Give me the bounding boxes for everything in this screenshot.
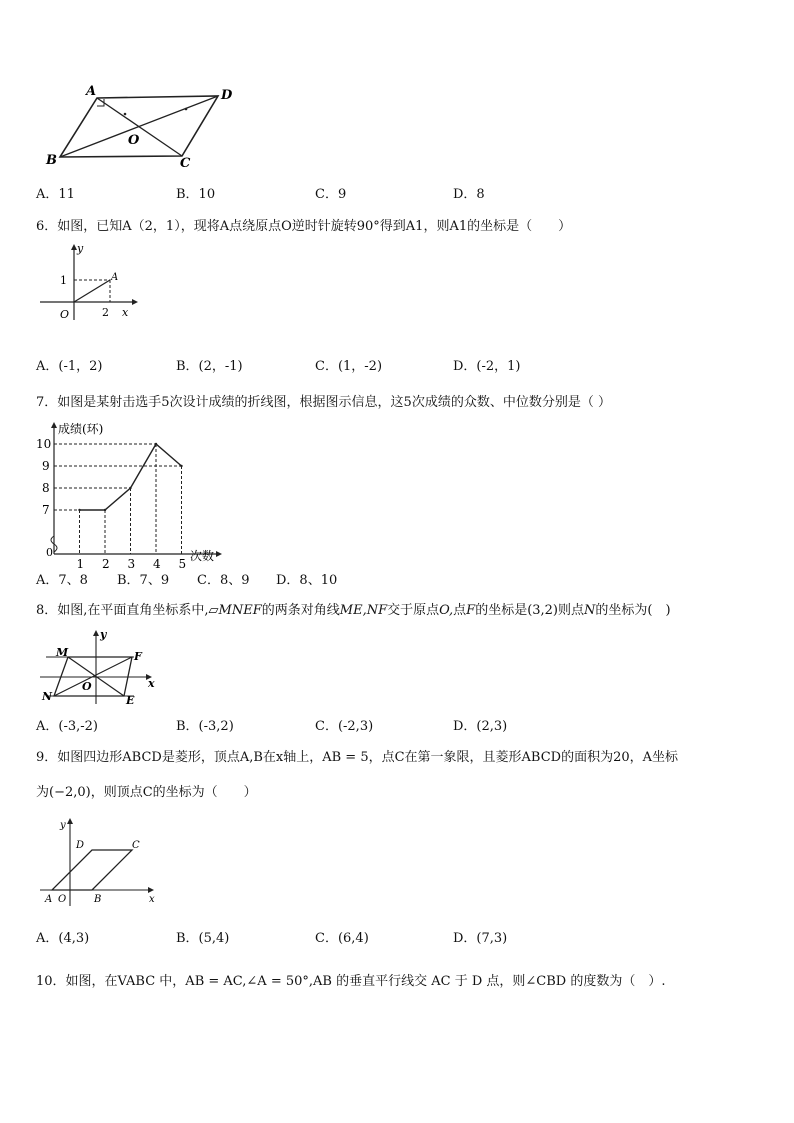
q7-line-chart — [30, 418, 230, 568]
q9-option-a[interactable]: A．(4,3) — [36, 931, 90, 946]
q6-option-b[interactable]: B．(2，-1) — [176, 359, 243, 374]
q8-stem-diag: ME,NF — [339, 603, 388, 618]
q7-option-b[interactable]: B．7、9 — [117, 573, 170, 588]
x-axis-label: 次数 — [190, 549, 215, 563]
tick-dot — [124, 113, 127, 116]
x-tick-label: 2 — [102, 557, 110, 568]
q8-stem-shape: ▱MNEF — [208, 603, 262, 618]
q8-stem-end: 的坐标为( ) — [595, 603, 671, 618]
q6-option-c[interactable]: C．(1，-2) — [315, 359, 383, 374]
label-c: C — [180, 156, 191, 170]
label-y: y — [100, 628, 107, 641]
x-tick-label: 5 — [178, 557, 187, 568]
label-o: O — [58, 894, 67, 905]
q8-option-c[interactable]: C．(-2,3) — [315, 719, 374, 734]
y-axis-arrow-icon — [51, 422, 57, 428]
q9-rhombus-figure — [36, 814, 166, 912]
label-o: O — [128, 133, 140, 148]
q8-stem-mid2: 交于原点 — [387, 603, 440, 618]
q8-stem-f: F — [466, 603, 476, 618]
segment-oa — [74, 280, 110, 302]
label-x: x — [122, 306, 129, 319]
label-a: A — [111, 272, 119, 283]
label-d: D — [76, 840, 85, 851]
label-e: E — [126, 694, 135, 707]
label-a: A — [86, 84, 97, 99]
q5-option-b[interactable]: B．10 — [176, 187, 216, 202]
q8-option-d[interactable]: D．(2,3) — [453, 719, 508, 734]
y-tick-label: 8 — [42, 481, 50, 495]
label-d: D — [221, 88, 233, 103]
label-c: C — [132, 840, 140, 851]
q6-stem: 6．如图，已知A（2，1），现将A点绕原点O逆时针旋转90°得到A1，则A1的坐标是（ ） — [36, 219, 572, 234]
q6-option-a[interactable]: A．(-1，2) — [36, 359, 103, 374]
y-tick-label: 10 — [36, 437, 52, 451]
label-y: y — [60, 820, 66, 831]
q8-stem-mid4: 的坐标是(3,2)则点 — [475, 603, 585, 618]
label-b: B — [94, 894, 102, 905]
q9-stem-line2: 为(−2,0)，则顶点C的坐标为（ ） — [36, 785, 257, 800]
rhombus-abcd — [52, 850, 132, 890]
x-axis-arrow-icon — [148, 887, 154, 893]
q5-option-c[interactable]: C．9 — [315, 187, 347, 202]
q9-option-b[interactable]: B．(5,4) — [176, 931, 230, 946]
q8-option-a[interactable]: A．(-3,-2) — [36, 719, 98, 734]
label-x: x — [148, 677, 155, 690]
x-tick-label: 1 — [76, 557, 85, 568]
label-o: O — [82, 680, 92, 693]
q8-stem-o: O, — [439, 603, 454, 618]
x-tick-label: 3 — [127, 557, 136, 568]
tick-1: 1 — [60, 274, 67, 287]
q8-stem-mid3: 点 — [453, 603, 467, 618]
q8-stem-pre: 8．如图,在平面直角坐标系中, — [36, 603, 209, 618]
label-b: B — [46, 153, 57, 168]
q8-stem — [36, 602, 671, 620]
q7-option-a[interactable]: A．7、8 — [36, 573, 88, 588]
label-m: M — [56, 646, 69, 659]
q5-option-a[interactable]: A．11 — [36, 187, 75, 202]
q7-stem: 7．如图是某射击选手5次设计成绩的折线图，根据图示信息，这5次成绩的众数、中位数分别是（ ） — [36, 395, 611, 410]
q7-option-c[interactable]: C．8、9 — [197, 573, 250, 588]
tick-dot — [185, 108, 188, 111]
origin-label: 0 — [46, 546, 53, 559]
q8-option-b[interactable]: B．(-3,2) — [176, 719, 234, 734]
y-tick-label: 9 — [42, 459, 50, 473]
q5-parallelogram-figure — [40, 78, 250, 170]
x-tick-label: 4 — [153, 557, 161, 568]
tick-2: 2 — [102, 306, 109, 319]
x-axis-arrow-icon — [132, 299, 138, 305]
label-x: x — [149, 894, 155, 905]
q8-parallelogram-figure — [36, 628, 166, 708]
y-axis-arrow-icon — [67, 818, 73, 824]
y-axis-arrow-icon — [93, 630, 99, 636]
label-n: N — [42, 690, 53, 703]
q10-stem: 10．如图，在VABC 中，AB = AC,∠A = 50°,AB 的垂直平行线交 AC 于 D 点，则∠CBD 的度数为（ ）. — [36, 974, 666, 989]
q9-option-c[interactable]: C．(6,4) — [315, 931, 369, 946]
q8-stem-mid: 的两条对角线 — [261, 603, 340, 618]
q6-coordinate-figure — [36, 242, 146, 324]
y-axis-label: 成绩(环) — [58, 422, 104, 436]
y-tick-label: 7 — [42, 503, 50, 517]
x-axis-arrow-icon — [216, 551, 222, 557]
label-o: O — [60, 308, 70, 321]
q5-option-d[interactable]: D．8 — [453, 187, 485, 202]
q9-stem-line1: 9．如图四边形ABCD是菱形，顶点A,B在x轴上，AB = 5，点C在第一象限，且菱形ABCD的面积为20，A坐标 — [36, 750, 679, 765]
label-f: F — [134, 650, 142, 663]
q8-stem-n: N — [584, 603, 596, 618]
label-a: A — [45, 894, 53, 905]
q7-option-d[interactable]: D．8、10 — [276, 573, 338, 588]
q9-option-d[interactable]: D．(7,3) — [453, 931, 508, 946]
q6-option-d[interactable]: D．(-2，1) — [453, 359, 521, 374]
label-y: y — [77, 242, 84, 255]
